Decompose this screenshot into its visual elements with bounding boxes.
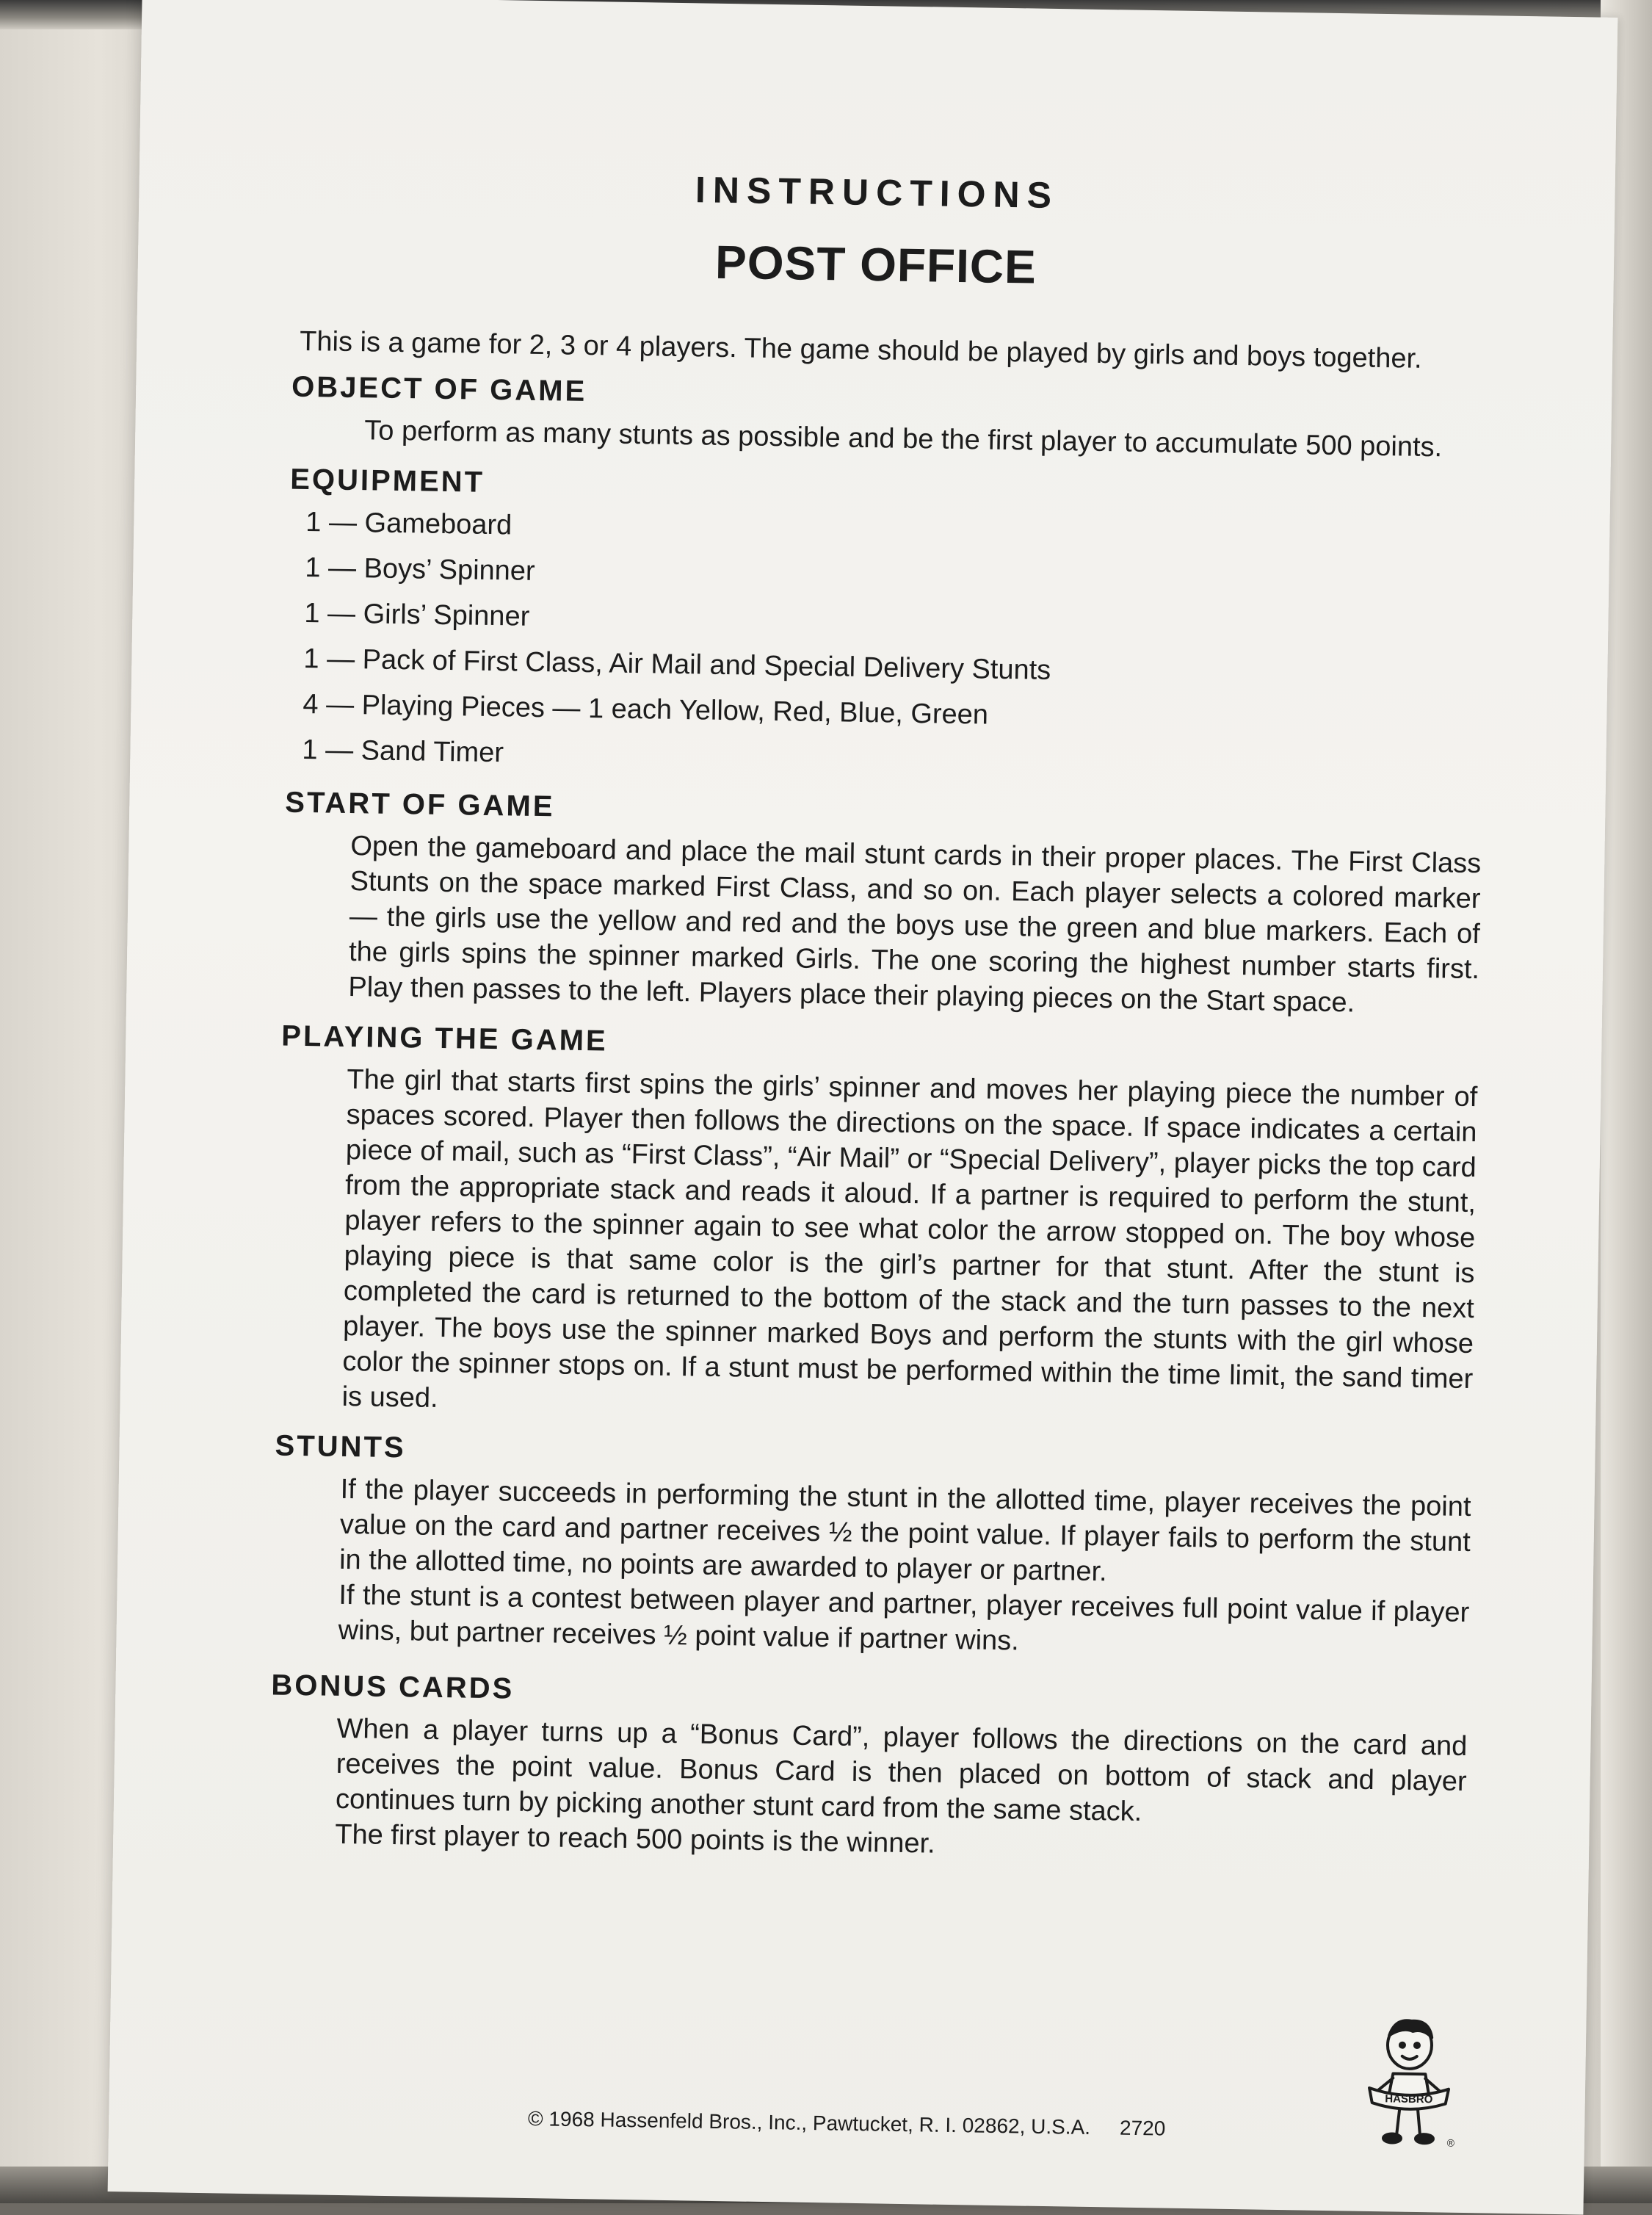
instructions-body — [271, 324, 1489, 1890]
logo-wordmark: HASBRO — [1385, 2092, 1433, 2106]
start-text: Open the gameboard and place the mail stunt cards in their proper places. The First Class Stunts on the space marked First Class, and so on. Each player selects a colored marker — the girls use the yellow and red and the boys use the green and blue markers. Each of the girls spins the spinner marked Girls. The one scoring the highest number starts first. Play then passes to the left. Players place their playing pieces on the Start space. — [348, 831, 1482, 1019]
equipment-item: 1 — Girls’ Spinner — [304, 597, 530, 632]
object-heading: OBJECT OF GAME — [291, 370, 587, 408]
product-code: 2720 — [1119, 2116, 1166, 2140]
equipment-item: 1 — Pack of First Class, Air Mail and Special Delivery Stunts — [303, 643, 1051, 686]
equipment-item: 1 — Sand Timer — [302, 734, 504, 769]
equipment-list — [302, 505, 1486, 786]
stunts-text — [338, 1472, 1471, 1666]
equipment-item: 1 — Gameboard — [305, 506, 512, 541]
object-text: To perform as many stunts as possible and be the first player to accumulate 500 points. — [364, 415, 1443, 463]
playing-heading: PLAYING THE GAME — [281, 1019, 609, 1058]
registered-mark: ® — [1446, 2136, 1455, 2149]
copyright-text: © 1968 Hassenfeld Bros., Inc., Pawtucket, R. I. 02862, U.S.A. — [527, 2107, 1091, 2139]
equipment-item: 1 — Boys’ Spinner — [305, 552, 535, 587]
instruction-sheet — [108, 0, 1618, 2215]
playing-text: The girl that starts first spins the girls’ spinner and moves her playing piece the number of spaces scored. Player then follows the directions on the space. If space indicates a certain piece of mail, such as “First Class”, “Air Mail” or “Special Delivery”, player picks the top card from the appropriate stack and reads it aloud. If a partner is required to perform the stunt, player refers to the spinner again to see what color the arrow stopped on. The boy whose playing piece is that same color is the girl’s partner for that stunt. After the stunt is completed the card is returned to the bottom of the stack and the turn passes to the next player. The boys use the spinner marked Boys and perform the stunts with the girl whose color the spinner stops on. If a stunt must be performed within the time limit, the sand timer is used. — [341, 1063, 1478, 1414]
stunts-heading: STUNTS — [275, 1429, 406, 1464]
start-heading: START OF GAME — [285, 786, 555, 823]
intro-text: This is a game for 2, 3 or 4 players. The game should be played by girls and boys together. — [299, 325, 1422, 375]
equipment-heading: EQUIPMENT — [289, 463, 485, 499]
game-title: POST OFFICE — [714, 235, 1037, 294]
bonus-paragraph: The first player to reach 500 points is the winner. — [334, 1818, 935, 1860]
stunts-paragraph: If the player succeeds in performing the stunt in the allotted time, player receives the point value on the card and partner receives ½ the point value. If player fails to perform the stunt in the allotted time, no points are awarded to player or partner. — [338, 1473, 1471, 1588]
stunts-paragraph: If the stunt is a contest between player and partner, player receives full point value if player wins, but partner receives ½ point value if partner wins. — [338, 1579, 1470, 1657]
sheet-heading: INSTRUCTIONS — [695, 169, 1059, 217]
bonus-paragraph: When a player turns up a “Bonus Card”, player follows the directions on the card and receives the point value. Bonus Card is then placed on bottom of stack and player continues turn by picking another stunt card from the same stack. — [335, 1713, 1468, 1828]
bonus-heading: BONUS CARDS — [271, 1669, 515, 1705]
bonus-text — [335, 1711, 1468, 1870]
equipment-item: 4 — Playing Pieces — 1 each Yellow, Red, Blue, Green — [302, 688, 989, 731]
